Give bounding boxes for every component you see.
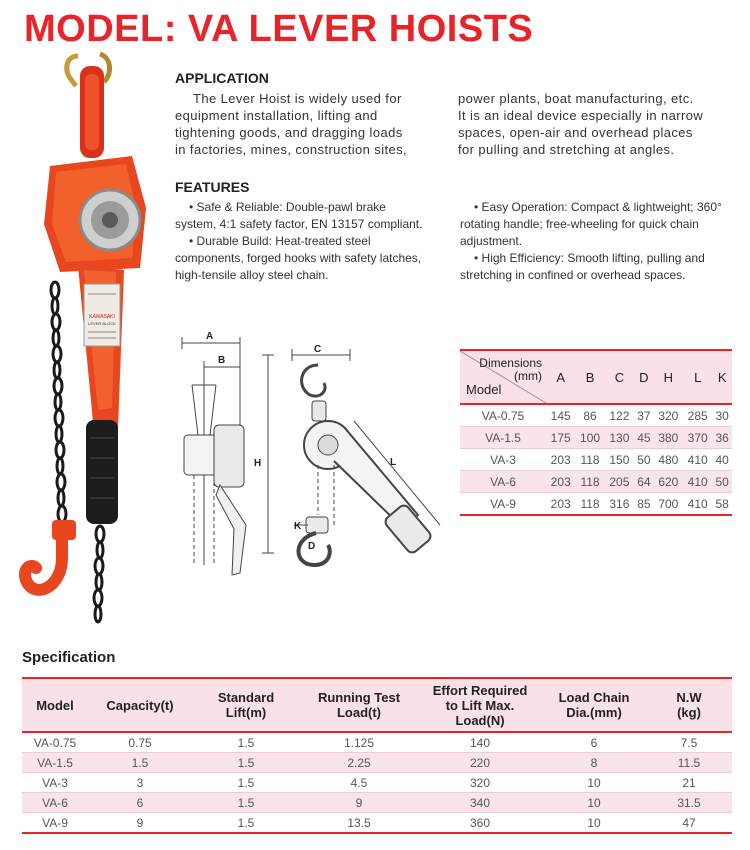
table-cell: 100 bbox=[575, 427, 604, 449]
table-cell: 145 bbox=[546, 404, 575, 427]
table-cell: 203 bbox=[546, 493, 575, 516]
table-cell: VA-6 bbox=[460, 471, 546, 493]
lever-hoist-photo bbox=[0, 48, 170, 628]
specification-col-header: Load Chain Dia.(mm) bbox=[542, 678, 646, 732]
table-cell: 205 bbox=[605, 471, 634, 493]
table-cell: 118 bbox=[575, 493, 604, 516]
table-cell: 1.5 bbox=[88, 753, 192, 773]
application-line: in factories, mines, construction sites, bbox=[175, 142, 408, 157]
diagram-label-d: D bbox=[308, 541, 316, 552]
application-line: spaces, open-air and overhead places bbox=[458, 125, 693, 140]
table-cell: 9 bbox=[300, 793, 418, 813]
specification-col-header: Effort Required to Lift Max. Load(N) bbox=[418, 678, 542, 732]
application-line: tightening goods, and dragging loads bbox=[175, 125, 403, 140]
dimensions-col-header: C bbox=[605, 350, 634, 404]
table-row bbox=[22, 813, 732, 834]
features-right-column bbox=[460, 199, 732, 284]
table-cell: 130 bbox=[605, 427, 634, 449]
table-cell: 50 bbox=[634, 449, 654, 471]
table-cell: 410 bbox=[683, 493, 712, 516]
dimensions-col-header: D bbox=[634, 350, 654, 404]
dimensions-col-header: L bbox=[683, 350, 712, 404]
diagram-label-k: K bbox=[294, 521, 302, 532]
table-cell: 40 bbox=[712, 449, 732, 471]
table-cell: 316 bbox=[605, 493, 634, 516]
table-cell: 0.75 bbox=[88, 732, 192, 753]
table-cell: 10 bbox=[542, 813, 646, 834]
features-left-column bbox=[175, 199, 429, 284]
model-corner-label: Model bbox=[466, 382, 502, 397]
table-cell: 320 bbox=[418, 773, 542, 793]
table-cell: 6 bbox=[88, 793, 192, 813]
application-line: power plants, boat manufacturing, etc. bbox=[458, 91, 694, 106]
specification-heading: Specification bbox=[22, 649, 116, 666]
specification-table bbox=[22, 677, 732, 834]
features-heading: FEATURES bbox=[175, 179, 250, 195]
specification-col-header: Capacity(t) bbox=[88, 678, 192, 732]
dimensions-col-header: A bbox=[546, 350, 575, 404]
specification-col-header: Running Test Load(t) bbox=[300, 678, 418, 732]
diagram-label-l: L bbox=[390, 457, 397, 468]
specification-header-row bbox=[22, 678, 732, 732]
table-cell: 6 bbox=[542, 732, 646, 753]
table-cell: VA-9 bbox=[22, 813, 88, 834]
table-cell: 37 bbox=[634, 404, 654, 427]
table-cell: 140 bbox=[418, 732, 542, 753]
table-cell: 220 bbox=[418, 753, 542, 773]
table-cell: 13.5 bbox=[300, 813, 418, 834]
table-cell: 2.25 bbox=[300, 753, 418, 773]
dimensions-col-header: B bbox=[575, 350, 604, 404]
application-text-right bbox=[458, 90, 730, 158]
table-cell: 620 bbox=[654, 471, 683, 493]
table-cell: 85 bbox=[634, 493, 654, 516]
table-row bbox=[460, 471, 732, 493]
dimensions-corner-label: Dimensions (mm) bbox=[479, 356, 542, 383]
table-row bbox=[460, 449, 732, 471]
table-cell: 410 bbox=[683, 471, 712, 493]
application-line: The Lever Hoist is widely used for bbox=[193, 91, 402, 106]
table-cell: 3 bbox=[88, 773, 192, 793]
table-cell: VA-1.5 bbox=[22, 753, 88, 773]
table-cell: 1.5 bbox=[192, 813, 300, 834]
table-cell: 1.5 bbox=[192, 773, 300, 793]
table-cell: VA-0.75 bbox=[460, 404, 546, 427]
table-cell: 320 bbox=[654, 404, 683, 427]
table-cell: 21 bbox=[646, 773, 732, 793]
table-cell: VA-1.5 bbox=[460, 427, 546, 449]
table-row bbox=[460, 427, 732, 449]
dimensions-table bbox=[460, 349, 732, 516]
dimensions-corner-cell bbox=[460, 350, 546, 404]
table-row bbox=[22, 793, 732, 813]
application-heading: APPLICATION bbox=[175, 70, 269, 86]
table-cell: 58 bbox=[712, 493, 732, 516]
diagram-label-b: B bbox=[218, 355, 226, 366]
table-cell: 360 bbox=[418, 813, 542, 834]
table-cell: 122 bbox=[605, 404, 634, 427]
table-cell: VA-3 bbox=[460, 449, 546, 471]
table-cell: 8 bbox=[542, 753, 646, 773]
table-row bbox=[22, 753, 732, 773]
table-row bbox=[460, 493, 732, 516]
table-cell: 118 bbox=[575, 471, 604, 493]
feature-item: • Durable Build: Heat-treated steel components, forged hooks with safety latches, high-tensile alloy steel chain. bbox=[175, 234, 422, 282]
table-cell: 410 bbox=[683, 449, 712, 471]
table-cell: 1.125 bbox=[300, 732, 418, 753]
diagram-label-h: H bbox=[254, 458, 262, 469]
table-cell: 45 bbox=[634, 427, 654, 449]
table-cell: 47 bbox=[646, 813, 732, 834]
table-cell: 118 bbox=[575, 449, 604, 471]
table-cell: 4.5 bbox=[300, 773, 418, 793]
table-cell: 370 bbox=[683, 427, 712, 449]
table-cell: 1.5 bbox=[192, 732, 300, 753]
feature-item: • Safe & Reliable: Double-pawl brake system, 4:1 safety factor, EN 13157 compliant. bbox=[175, 200, 423, 231]
table-cell: 36 bbox=[712, 427, 732, 449]
dimension-diagram bbox=[168, 325, 453, 585]
hook-icon bbox=[25, 520, 76, 590]
table-cell: 9 bbox=[88, 813, 192, 834]
feature-item: • Easy Operation: Compact & lightweight; 360° rotating handle; free-wheeling for quick chain adjustment. bbox=[460, 200, 722, 248]
specification-col-header: N.W (kg) bbox=[646, 678, 732, 732]
page-title: MODEL: VA LEVER HOISTS bbox=[24, 8, 534, 50]
table-cell: 1.5 bbox=[192, 793, 300, 813]
table-cell: 480 bbox=[654, 449, 683, 471]
table-cell: 31.5 bbox=[646, 793, 732, 813]
table-cell: 203 bbox=[546, 449, 575, 471]
table-cell: 340 bbox=[418, 793, 542, 813]
table-row bbox=[22, 773, 732, 793]
feature-item: • High Efficiency: Smooth lifting, pulling and stretching in confined or overhead spaces. bbox=[460, 251, 705, 282]
table-cell: 10 bbox=[542, 793, 646, 813]
plate-brand-text: KAWASAKI bbox=[89, 314, 115, 320]
application-line: It is an ideal device especially in narrow bbox=[458, 108, 704, 123]
table-cell: 175 bbox=[546, 427, 575, 449]
diagram-label-a: A bbox=[206, 331, 214, 342]
table-cell: 86 bbox=[575, 404, 604, 427]
application-line: for pulling and stretching at angles. bbox=[458, 142, 675, 157]
specification-col-header: Standard Lift(m) bbox=[192, 678, 300, 732]
table-row bbox=[22, 732, 732, 753]
chain-icon bbox=[51, 282, 66, 522]
table-cell: 64 bbox=[634, 471, 654, 493]
table-cell: 10 bbox=[542, 773, 646, 793]
specification-col-header: Model bbox=[22, 678, 88, 732]
table-cell: 150 bbox=[605, 449, 634, 471]
table-cell: 700 bbox=[654, 493, 683, 516]
table-cell: 203 bbox=[546, 471, 575, 493]
dimensions-col-header: K bbox=[712, 350, 732, 404]
application-line: equipment installation, lifting and bbox=[175, 108, 378, 123]
application-text-left bbox=[175, 90, 441, 158]
table-cell: VA-0.75 bbox=[22, 732, 88, 753]
table-cell: 11.5 bbox=[646, 753, 732, 773]
table-cell: 30 bbox=[712, 404, 732, 427]
table-cell: 7.5 bbox=[646, 732, 732, 753]
table-cell: 380 bbox=[654, 427, 683, 449]
table-row bbox=[460, 404, 732, 427]
table-cell: VA-6 bbox=[22, 793, 88, 813]
dimensions-header-row bbox=[460, 350, 732, 404]
table-cell: 1.5 bbox=[192, 753, 300, 773]
diagram-label-c: C bbox=[314, 344, 322, 355]
table-cell: VA-9 bbox=[460, 493, 546, 516]
plate-text: LEVER BLOCK bbox=[88, 321, 116, 326]
table-cell: 50 bbox=[712, 471, 732, 493]
table-cell: VA-3 bbox=[22, 773, 88, 793]
table-cell: 285 bbox=[683, 404, 712, 427]
dimensions-col-header: H bbox=[654, 350, 683, 404]
